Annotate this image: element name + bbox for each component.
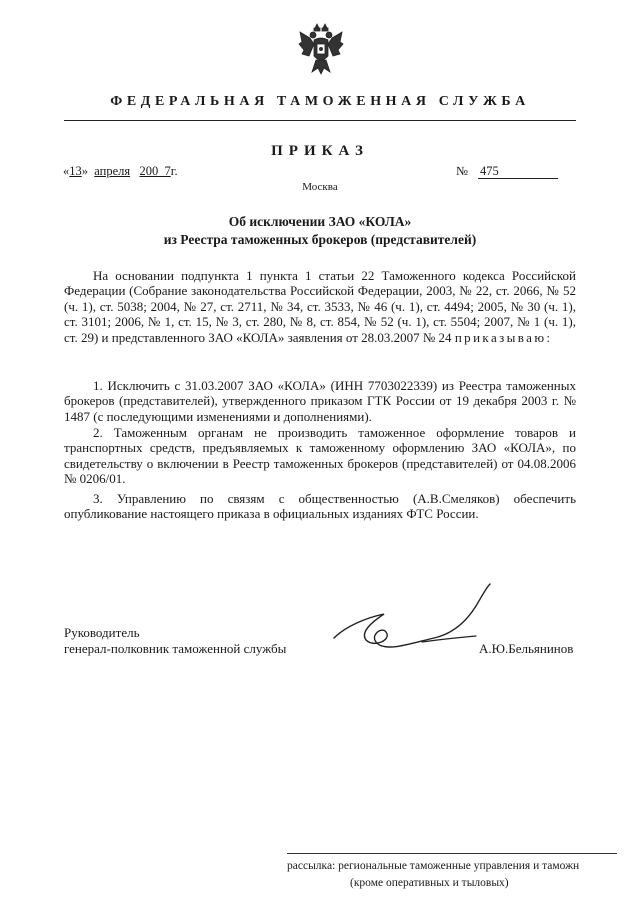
order-number-label: № [456,164,468,178]
handwritten-signature-icon [326,582,502,664]
document-type-title: ПРИКАЗ [271,143,369,159]
date-close-quote: » [81,164,88,178]
clause-1: 1. Исключить с 31.03.2007 ЗАО «КОЛА» (ИНН 7703022339) из Реестра таможенных брокеров (представителей), утвержденного приказом ГТК России от 19 декабря 2003 г. № 1487 (с последующими изменениями и дополнениями). [64,378,576,424]
signatory-name: А.Ю.Бельянинов [479,641,574,656]
preamble-text: На основании подпункта 1 пункта 1 статьи 22 Таможенного кодекса Российской Федерации (Собрание законодательства Российской Федерации, 2003, № 22, ст. 2066, № 52 (ч. 1), ст. 5038; 2004, № 27, ст. 2711, № 34, ст. 3533, № 46 (ч. 1), ст. 4494; 2005, № 30 (ч. 1), ст. 3101; 2006, № 1, ст. 15, № 3, ст. 280, № 8, ст. 854, № 52 (ч. 1), ст. 5504; 2007, № 1 (ч. 1), ст. 29) и представленного ЗАО «КОЛА» заявления от 28.03.2007 № 24 [64,268,576,345]
agency-name: ФЕДЕРАЛЬНАЯ ТАМОЖЕННАЯ СЛУЖБА [110,94,530,109]
clause-3: 3. Управлению по связям с общественностью (А.В.Смеляков) обеспечить опубликование настоящего приказа в официальных изданиях ФТС России. [64,491,576,522]
distribution-list: рассылка: региональные таможенные управления и таможн [287,860,580,872]
date-month: апреля [94,164,131,178]
order-heading [0,213,640,249]
signatory-rank: генерал-полковник таможенной службы [64,641,287,656]
heading-line-2: из Реестра таможенных брокеров (представителей) [163,232,477,247]
date-year: 200_7 [139,164,171,178]
state-emblem-icon [298,22,344,76]
clause-2: 2. Таможенным органам не производить таможенное оформление товаров и транспортных средств, предъявляемых к таможенному оформлению ЗАО «КОЛА», по свидетельству о включении в Реестр таможенных брокеров (представителей) от 04.08.2006 № 0206/01. [64,425,576,487]
signatory-role: Руководитель [64,625,140,640]
distribution-rule [287,853,617,854]
preamble-paragraph [64,268,576,345]
heading-line-1: Об исключении ЗАО «КОЛА» [228,214,412,229]
distribution-note: (кроме оперативных и тыловых) [350,877,509,889]
city: Москва [302,181,338,193]
date-day: 13 [69,164,82,178]
header-rule [64,120,576,121]
order-verb: приказываю: [454,329,553,345]
order-date [63,164,178,179]
date-suffix: г. [170,164,178,178]
order-number: 475 [478,164,558,179]
date-open-quote: « [63,164,70,178]
